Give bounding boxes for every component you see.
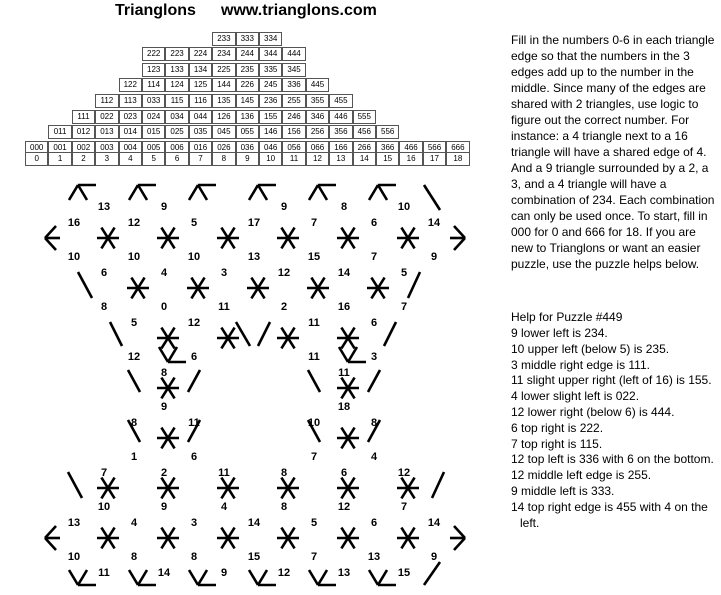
combo-cell: 112: [95, 94, 118, 108]
triangle-number: 13: [367, 551, 381, 563]
triangle-number: 10: [127, 251, 141, 263]
triangle-number: 6: [190, 451, 198, 463]
edge-segment[interactable]: [258, 570, 267, 585]
triangle-number: 6: [370, 517, 378, 529]
triangle-number: 10: [67, 251, 81, 263]
triangle-number: 7: [100, 467, 108, 479]
help-item: 9 middle left is 333.: [511, 483, 615, 498]
triangle-number: 3: [220, 267, 228, 279]
triangle-number: 8: [280, 467, 288, 479]
edge-segment[interactable]: [369, 185, 378, 200]
combo-cell: 066: [306, 141, 329, 155]
triangle-number: 7: [310, 451, 318, 463]
combo-cell: 456: [353, 125, 376, 139]
combo-cell: 255: [282, 94, 305, 108]
sum-cell: 2: [72, 152, 95, 166]
combo-cell: 356: [329, 125, 352, 139]
combo-cell: 266: [353, 141, 376, 155]
triangle-number: 1: [130, 451, 138, 463]
edge-segment[interactable]: [318, 185, 327, 200]
triangle-number: 10: [397, 201, 411, 213]
combo-cell: 116: [189, 94, 212, 108]
edge-segment[interactable]: [45, 538, 56, 550]
combo-cell: 222: [142, 47, 165, 61]
combo-cell: 233: [212, 32, 235, 46]
edge-segment[interactable]: [236, 322, 250, 346]
triangle-number: 3: [370, 351, 378, 363]
combo-cell: 246: [282, 110, 305, 124]
combo-cell: 025: [165, 125, 188, 139]
triangle-number: 9: [280, 201, 288, 213]
combo-cell: 444: [282, 47, 305, 61]
combo-cell: 033: [142, 94, 165, 108]
triangle-number: 8: [280, 501, 288, 513]
triangle-number: 12: [127, 351, 141, 363]
sum-cell: 9: [236, 152, 259, 166]
triangle-number: 9: [430, 251, 438, 263]
edge-segment[interactable]: [378, 185, 387, 200]
combo-cell: 224: [189, 47, 212, 61]
combo-cell: 225: [212, 63, 235, 77]
triangle-number: 6: [340, 467, 348, 479]
edge-segment[interactable]: [454, 238, 465, 250]
triangle-number: 5: [130, 317, 138, 329]
combo-cell: 566: [423, 141, 446, 155]
edge-segment[interactable]: [424, 185, 440, 210]
triangle-number: 4: [160, 267, 168, 279]
combo-cell: 006: [165, 141, 188, 155]
triangle-number: 8: [130, 551, 138, 563]
edge-segment[interactable]: [384, 322, 396, 346]
help-item: 3 middle right edge is 111.: [511, 357, 650, 372]
triangle-number: 3: [190, 517, 198, 529]
help-title: Help for Puzzle #449: [511, 310, 623, 324]
combo-cell: 235: [236, 63, 259, 77]
edge-segment[interactable]: [454, 526, 465, 538]
sum-cell: 11: [282, 152, 305, 166]
combo-cell: 044: [189, 110, 212, 124]
combo-cell: 455: [329, 94, 352, 108]
edge-segment[interactable]: [454, 538, 465, 550]
triangle-number: 10: [307, 417, 321, 429]
triangle-number: 5: [400, 267, 408, 279]
triangle-number: 16: [67, 217, 81, 229]
combo-cell: 001: [48, 141, 71, 155]
triangle-number: 12: [277, 267, 291, 279]
combo-cell: 111: [72, 110, 95, 124]
combo-cell: 223: [165, 47, 188, 61]
sum-cell: 6: [165, 152, 188, 166]
triangle-number: 6: [100, 267, 108, 279]
sum-cell: 15: [376, 152, 399, 166]
triangle-number: 10: [187, 251, 201, 263]
instructions-text: Fill in the numbers 0-6 in each triangle edge so that the numbers in the 3 edges add up to the number in the middle. Since many of the edges are shared with 2 triangles, use logic to figure out the correct number. For instance: a 4 triangle next to a 16 triangle will have a shared edge of 4. And a 9 triangle surrounded by a 2, a 3, and a 4 triangle will have a combination of 234. Each combination can only be used once. To start, fill in 000 for 0 and 666 for 18. If you are new to Trianglons or want an easier puzzle, use the puzzle helps below.: [511, 33, 715, 271]
triangle-number: 9: [160, 401, 168, 413]
edge-segment[interactable]: [138, 185, 147, 200]
combo-cell: 355: [306, 94, 329, 108]
triangle-number: 8: [190, 551, 198, 563]
triangle-number: 15: [247, 551, 261, 563]
triangle-number: 13: [337, 567, 351, 579]
edge-segment[interactable]: [432, 472, 444, 498]
triangle-number: 13: [67, 517, 81, 529]
combo-cell: 256: [306, 125, 329, 139]
combo-cell: 024: [142, 110, 165, 124]
combo-cell: 666: [446, 141, 469, 155]
combo-cell: 124: [165, 78, 188, 92]
triangle-number: 11: [308, 317, 320, 329]
edge-segment[interactable]: [68, 472, 82, 498]
combo-cell: 366: [376, 141, 399, 155]
edge-segment[interactable]: [69, 185, 78, 200]
triangle-number: 8: [160, 367, 168, 379]
triangle-number: 11: [188, 417, 200, 429]
combo-cell: 125: [189, 78, 212, 92]
combo-cell: 344: [259, 47, 282, 61]
triangle-number: 11: [218, 301, 230, 313]
sum-cell: 3: [95, 152, 118, 166]
edge-segment[interactable]: [78, 570, 87, 585]
combo-cell: 113: [119, 94, 142, 108]
edge-segment[interactable]: [454, 226, 465, 238]
triangle-number: 14: [427, 517, 441, 529]
edge-segment[interactable]: [188, 370, 200, 392]
help-item: 7 top right is 115.: [511, 436, 603, 451]
edge-segment[interactable]: [424, 562, 440, 585]
combo-cell: 022: [95, 110, 118, 124]
triangle-number: 7: [370, 251, 378, 263]
combo-cell: 014: [119, 125, 142, 139]
triangle-number: 12: [187, 317, 201, 329]
triangle-number: 7: [310, 217, 318, 229]
combo-cell: 133: [165, 63, 188, 77]
edge-segment[interactable]: [309, 185, 318, 200]
combo-cell: 134: [189, 63, 212, 77]
help-item: 12 middle left edge is 255.: [511, 468, 652, 483]
sum-cell: 4: [119, 152, 142, 166]
edge-segment[interactable]: [368, 370, 380, 392]
sum-cell: 13: [329, 152, 352, 166]
triangle-number: 14: [247, 517, 261, 529]
edge-segment[interactable]: [78, 185, 87, 200]
triangle-number: 13: [247, 251, 261, 263]
combo-cell: 122: [119, 78, 142, 92]
combo-cell: 445: [306, 78, 329, 92]
triangle-number: 8: [130, 417, 138, 429]
triangle-number: 9: [160, 201, 168, 213]
edge-segment[interactable]: [78, 272, 92, 298]
combo-cell: 003: [95, 141, 118, 155]
triangle-number: 15: [397, 567, 411, 579]
combo-cell: 034: [165, 110, 188, 124]
edge-segment[interactable]: [189, 570, 198, 585]
combo-cell: 345: [282, 63, 305, 77]
combo-cell: 234: [212, 47, 235, 61]
edge-segment[interactable]: [249, 185, 258, 200]
sum-cell: 14: [353, 152, 376, 166]
triangle-number: 6: [370, 217, 378, 229]
combo-cell: 145: [236, 94, 259, 108]
combo-cell: 236: [259, 94, 282, 108]
edge-segment[interactable]: [129, 570, 138, 585]
edge-segment[interactable]: [138, 570, 147, 585]
sum-cell: 12: [306, 152, 329, 166]
combo-cell: 126: [212, 110, 235, 124]
combo-cell: 045: [212, 125, 235, 139]
triangle-number: 11: [338, 367, 350, 379]
combo-cell: 466: [399, 141, 422, 155]
edge-segment[interactable]: [378, 570, 387, 585]
triangle-number: 12: [397, 467, 411, 479]
combo-cell: 244: [236, 47, 259, 61]
edge-segment[interactable]: [408, 272, 420, 298]
edge-segment[interactable]: [258, 185, 267, 200]
edge-segment[interactable]: [45, 226, 56, 238]
triangle-number: 9: [160, 501, 168, 513]
sum-cell: 16: [399, 152, 422, 166]
combo-cell: 005: [142, 141, 165, 155]
combo-cell: 155: [259, 110, 282, 124]
combo-cell: 346: [306, 110, 329, 124]
combo-cell: 336: [282, 78, 305, 92]
triangle-number: 8: [100, 301, 108, 313]
combo-cell: 056: [282, 141, 305, 155]
triangle-number: 0: [160, 301, 168, 313]
combo-cell: 023: [119, 110, 142, 124]
sum-cell: 10: [259, 152, 282, 166]
triangle-number: 9: [220, 567, 228, 579]
edge-segment[interactable]: [189, 185, 198, 200]
edge-segment[interactable]: [258, 322, 270, 346]
combo-cell: 011: [48, 125, 71, 139]
triangle-number: 17: [247, 217, 261, 229]
combo-cell: 035: [189, 125, 212, 139]
sum-cell: 17: [423, 152, 446, 166]
help-list: [511, 326, 716, 531]
combo-cell: 226: [236, 78, 259, 92]
triangle-number: 8: [340, 201, 348, 213]
triangle-number: 5: [190, 217, 198, 229]
edge-segment[interactable]: [45, 526, 56, 538]
edge-segment[interactable]: [309, 570, 318, 585]
sum-cell: 0: [25, 152, 48, 166]
combo-cell: 115: [165, 94, 188, 108]
combo-cell: 245: [259, 78, 282, 92]
combo-cell: 166: [329, 141, 352, 155]
combo-cell: 156: [282, 125, 305, 139]
edge-segment[interactable]: [198, 185, 207, 200]
combo-cell: 114: [142, 78, 165, 92]
triangle-number: 7: [310, 551, 318, 563]
combo-cell: 012: [72, 125, 95, 139]
triangle-number: 9: [430, 551, 438, 563]
combo-cell: 002: [72, 141, 95, 155]
edge-segment[interactable]: [369, 570, 378, 585]
triangle-number: 8: [370, 417, 378, 429]
edge-segment[interactable]: [318, 570, 327, 585]
triangle-number: 4: [220, 501, 228, 513]
triangle-number: 14: [337, 267, 351, 279]
combo-cell: 146: [259, 125, 282, 139]
triangle-number: 10: [97, 501, 111, 513]
combo-cell: 055: [236, 125, 259, 139]
triangle-number: 16: [337, 301, 351, 313]
combo-cell: 446: [329, 110, 352, 124]
triangle-number: 4: [130, 517, 138, 529]
help-item: 12 top left is 336 with 6 on the bottom.: [511, 452, 714, 467]
combo-cell: 335: [259, 63, 282, 77]
help-item: 9 lower left is 234.: [511, 326, 608, 340]
triangle-number: 4: [370, 451, 378, 463]
edge-segment[interactable]: [308, 370, 320, 392]
triangle-number: 14: [427, 217, 441, 229]
combo-cell: 016: [189, 141, 212, 155]
triangle-number: 6: [370, 317, 378, 329]
edge-segment[interactable]: [45, 238, 56, 250]
combo-cell: 334: [259, 32, 282, 46]
combo-cell: 135: [212, 94, 235, 108]
sum-cell: 1: [48, 152, 71, 166]
sum-cell: 8: [212, 152, 235, 166]
edge-segment[interactable]: [249, 570, 258, 585]
triangle-number: 14: [157, 567, 171, 579]
help-item: 6 top right is 222.: [511, 420, 604, 435]
triangle-number: 15: [307, 251, 321, 263]
combo-cell: 004: [119, 141, 142, 155]
combo-cell: 333: [236, 32, 259, 46]
edge-segment[interactable]: [69, 570, 78, 585]
triangle-number: 5: [310, 517, 318, 529]
triangle-number: 11: [218, 467, 230, 479]
triangle-number: 6: [190, 351, 198, 363]
edge-segment[interactable]: [110, 322, 122, 346]
triangle-number: 11: [98, 567, 110, 579]
triangle-number: 12: [127, 217, 141, 229]
triangle-number: 11: [308, 351, 320, 363]
edge-segment[interactable]: [348, 347, 357, 362]
combo-cell: 123: [142, 63, 165, 77]
edge-segment[interactable]: [198, 570, 207, 585]
combo-cell: 555: [353, 110, 376, 124]
triangle-number: 7: [400, 501, 408, 513]
edge-segment[interactable]: [159, 347, 168, 362]
puzzle-title: Trianglons: [115, 2, 196, 19]
triangle-number: 12: [277, 567, 291, 579]
triangle-number: 12: [337, 501, 351, 513]
combo-cell: 026: [212, 141, 235, 155]
combo-cell: 556: [376, 125, 399, 139]
help-item: 10 upper left (below 5) is 235.: [511, 341, 670, 356]
triangle-number: 18: [337, 401, 351, 413]
help-item: 14 top right edge is 455 with 4 on the left.: [511, 499, 708, 530]
edge-segment[interactable]: [168, 347, 177, 362]
help-item: 12 lower right (below 6) is 444.: [511, 404, 675, 419]
triangle-number: 13: [97, 201, 111, 213]
sum-cell: 7: [189, 152, 212, 166]
help-item: 4 lower slight left is 022.: [511, 389, 640, 404]
edge-segment[interactable]: [339, 347, 348, 362]
combo-cell: 144: [212, 78, 235, 92]
triangle-number: 2: [280, 301, 288, 313]
website-url[interactable]: www.trianglons.com: [221, 2, 377, 19]
sum-cell: 5: [142, 152, 165, 166]
triangle-number: 7: [400, 301, 408, 313]
edge-segment[interactable]: [129, 185, 138, 200]
combo-cell: 015: [142, 125, 165, 139]
triangle-number: 10: [67, 551, 81, 563]
help-item: 11 slight upper right (left of 16) is 155.: [511, 373, 712, 388]
combo-cell: 013: [95, 125, 118, 139]
edge-segment[interactable]: [128, 370, 140, 392]
combo-cell: 046: [259, 141, 282, 155]
combo-cell: 036: [236, 141, 259, 155]
sum-cell: 18: [446, 152, 469, 166]
puzzle-board: [0, 170, 480, 595]
combo-cell: 136: [236, 110, 259, 124]
combo-cell: 000: [25, 141, 48, 155]
triangle-number: 2: [160, 467, 168, 479]
